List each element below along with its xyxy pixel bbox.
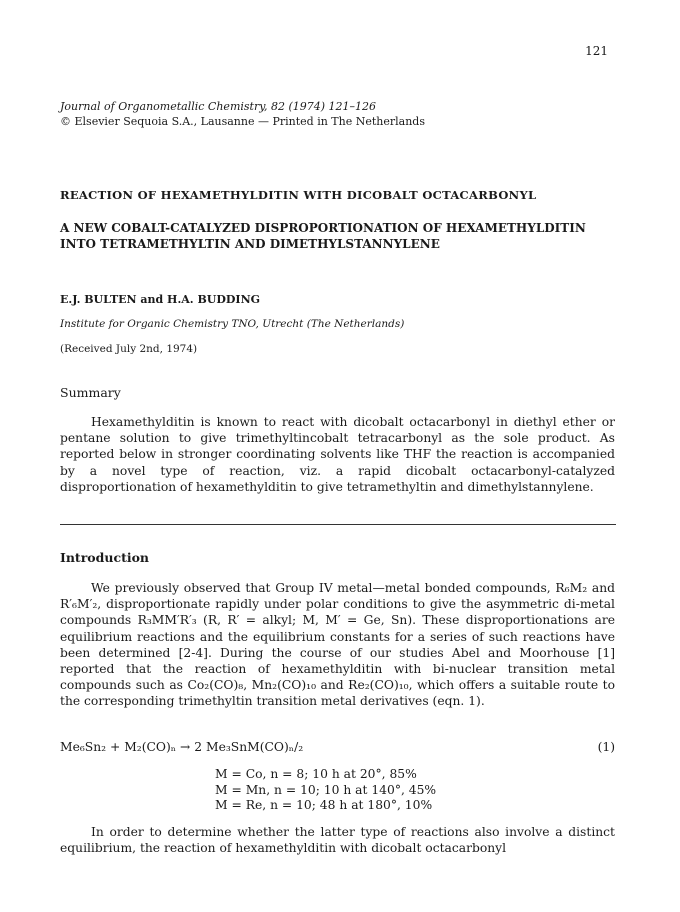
- publisher-line: © Elsevier Sequoia S.A., Lausanne — Printed in The Netherlands: [60, 115, 425, 128]
- summary-heading: Summary: [60, 385, 121, 400]
- received-date: (Received July 2nd, 1974): [60, 343, 198, 355]
- condition-line: M = Mn, n = 10; 10 h at 140°, 45%: [215, 782, 437, 797]
- journal-citation: [60, 99, 425, 129]
- introduction-heading: Introduction: [60, 550, 150, 565]
- condition-line: M = Re, n = 10; 48 h at 180°, 10%: [215, 798, 433, 812]
- condition-line: M = Co, n = 8; 10 h at 20°, 85%: [215, 767, 417, 781]
- institution: Institute for Organic Chemistry TNO, Utrecht (The Netherlands): [60, 318, 405, 330]
- page-number: 121: [585, 44, 608, 58]
- body-paragraph: In order to determine whether the latter type of reactions also involve a distinct equilibrium, the reaction of hexamethylditin with dicobalt octacarbonyl: [60, 825, 615, 856]
- section-divider: [60, 524, 616, 525]
- equation-text: Me₆Sn₂ + M₂(CO)ₙ → 2 Me₃SnM(CO)ₙ/₂: [60, 740, 304, 754]
- article-title: REACTION OF HEXAMETHYLDITIN WITH DICOBALT OCTACARBONYL: [60, 188, 537, 202]
- journal-line: Journal of Organometallic Chemistry, 82 (1974) 121–126: [60, 100, 377, 113]
- introduction-paragraph: We previously observed that Group IV metal—metal bonded compounds, R₆M₂ and R′₆M′₂, disproportionate rapidly under polar conditions to give the asymmetric di-metal compounds R₃MM′R′₃ (R, R′ = alkyl; M, M′ = Ge, Sn). These disproportionations are equilibrium reactions and the equilibrium constants for a series of such reactions have been determined [2-4]. During the course of our studies Abel and Moorhouse [1] reported that the reaction of hexamethylditin with bi-nuclear transition metal compounds such as Co₂(CO)₈, Mn₂(CO)₁₀ and Re₂(CO)₁₀, which offers a suitable route to the corresponding trimethyltin transition metal derivatives (eqn. 1).: [60, 581, 615, 709]
- reaction-conditions: [215, 767, 436, 814]
- summary-paragraph: Hexamethylditin is known to react with dicobalt octacarbonyl in diethyl ether or pentane solution to give trimethyltincobalt tetracarbonyl as the sole product. As reported below in stronger coordinating solvents like THF the reaction is accompanied by a novel type of reaction, viz. a rapid dicobalt octacarbonyl-catalyzed disproportionation of hexamethylditin to give tetramethyltin and dimethylstannylene.: [60, 415, 615, 494]
- equation: [60, 740, 615, 754]
- authors: E.J. BULTEN and H.A. BUDDING: [60, 293, 261, 306]
- equation-number: (1): [597, 740, 615, 754]
- article-subtitle: A NEW COBALT-CATALYZED DISPROPORTIONATION OF HEXAMETHYLDITIN INTO TETRAMETHYLTIN AND DIMETHYLSTANNYLENE: [60, 221, 586, 251]
